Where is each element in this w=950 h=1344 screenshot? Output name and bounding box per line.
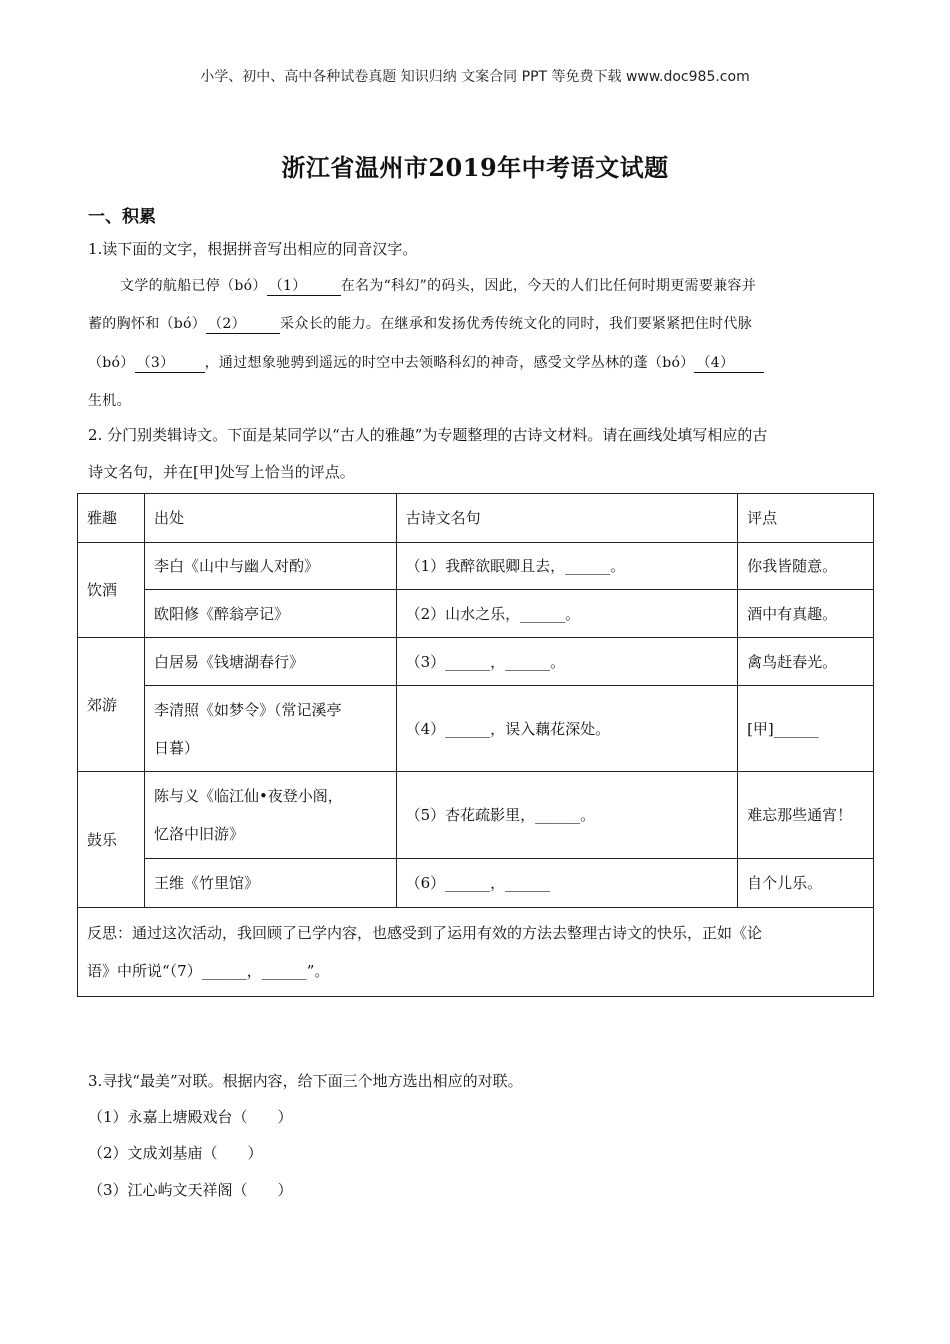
q2-prompt-line-2: 诗文名句，并在[甲]处写上恰当的评点。 bbox=[88, 463, 355, 481]
reflection-row bbox=[78, 908, 874, 997]
table-header-cell: 雅趣 bbox=[78, 494, 145, 543]
source-cell: 欧阳修《醉翁亭记》 bbox=[144, 590, 396, 638]
comment-cell-jia[interactable]: [甲]______ bbox=[738, 686, 874, 772]
table-row bbox=[78, 543, 874, 590]
table-header-cell: 出处 bbox=[144, 494, 396, 543]
q1-line3-text-b: ，通过想象驰骋到遥远的时空中去领略科幻的神奇，感受文学丛林的蓬（bó） bbox=[204, 355, 695, 371]
q3-option-2[interactable]: （2）文成刘基庙（ ） bbox=[88, 1144, 263, 1162]
source-cell: 白居易《钱塘湖春行》 bbox=[144, 638, 396, 686]
source-cell: 王维《竹里馆》 bbox=[144, 859, 396, 908]
page-title: 浙江省温州市2019年中考语文试题 bbox=[281, 153, 669, 182]
source-line: 忆洛中旧游》 bbox=[153, 825, 244, 843]
source-cell bbox=[144, 686, 396, 772]
section-heading-accumulation: 一、积累 bbox=[88, 207, 156, 227]
q1-line1-text-a: 文学的航船已停（bó） bbox=[120, 278, 267, 294]
group-label-music: 鼓乐 bbox=[78, 772, 145, 908]
table-row bbox=[78, 772, 874, 859]
source-line: 日暮） bbox=[153, 738, 199, 757]
q1-line2-text-a: 蓄的胸怀和（bó） bbox=[88, 316, 207, 332]
poetry-table bbox=[77, 493, 874, 997]
q1-line2-text-b: 采众长的能力。在继承和发扬优秀传统文化的同时，我们要紧紧把住时代脉 bbox=[280, 316, 752, 332]
table-row bbox=[78, 590, 874, 638]
table-header-row bbox=[78, 494, 874, 543]
q1-blank-2[interactable]: （2） bbox=[206, 313, 280, 334]
reflection-cell[interactable] bbox=[78, 908, 874, 997]
q1-prompt: 1.读下面的文字，根据拼音写出相应的同音汉字。 bbox=[88, 240, 418, 258]
reflection-line: 反思：通过这次活动，我回顾了已学内容，也感受到了运用有效的方法去整理古诗文的快乐，正如《论 bbox=[87, 924, 763, 942]
quote-cell[interactable]: （2）山水之乐，______。 bbox=[396, 590, 738, 638]
q1-passage-line-1 bbox=[120, 275, 756, 296]
source-line: 陈与义《临江仙•夜登小阁， bbox=[153, 787, 343, 805]
comment-cell: 禽鸟赶春光。 bbox=[738, 638, 874, 686]
quote-cell[interactable]: （4）______，误入藕花深处。 bbox=[396, 686, 738, 772]
comment-cell: 自个儿乐。 bbox=[738, 859, 874, 908]
q1-blank-3[interactable]: （3） bbox=[135, 352, 205, 373]
comment-cell: 酒中有真趣。 bbox=[738, 590, 874, 638]
table-header-cell: 评点 bbox=[738, 494, 874, 543]
q3-prompt: 3.寻找“最美”对联。根据内容，给下面三个地方选出相应的对联。 bbox=[88, 1072, 523, 1090]
q3-option-1[interactable]: （1）永嘉上塘殿戏台（ ） bbox=[88, 1108, 293, 1126]
group-label-drinking: 饮酒 bbox=[78, 543, 145, 638]
quote-cell[interactable]: （3）______，______。 bbox=[396, 638, 738, 686]
source-cell: 李白《山中与幽人对酌》 bbox=[144, 543, 396, 590]
group-label-outing: 郊游 bbox=[78, 638, 145, 772]
table-row bbox=[78, 859, 874, 908]
q1-blank-4[interactable]: （4） bbox=[694, 352, 764, 373]
q1-passage-line-4: 生机。 bbox=[88, 393, 131, 409]
table-row bbox=[78, 686, 874, 772]
table-header-cell: 古诗文名句 bbox=[396, 494, 738, 543]
source-line: 李清照《如梦令》（常记溪亭 bbox=[153, 700, 342, 719]
q3-option-3[interactable]: （3）江心屿文天祥阁（ ） bbox=[88, 1181, 293, 1199]
q1-blank-1[interactable]: （1） bbox=[267, 275, 341, 296]
comment-cell: 你我皆随意。 bbox=[738, 543, 874, 590]
source-cell bbox=[144, 772, 396, 859]
q1-line1-text-b: 在名为“科幻”的码头，因此，今天的人们比任何时期更需要兼容并 bbox=[340, 278, 757, 294]
comment-cell: 难忘那些通宵！ bbox=[738, 772, 874, 859]
table-row bbox=[78, 638, 874, 686]
q2-prompt-line-1: 2. 分门别类辑诗文。下面是某同学以“古人的雅趣”为专题整理的古诗文材料。请在画线处填写相应的古 bbox=[88, 426, 768, 444]
quote-cell[interactable]: （6）______，______ bbox=[396, 859, 738, 908]
reflection-line: 语》中所说“（7）______，______”。 bbox=[87, 962, 330, 980]
q1-passage-line-3 bbox=[88, 352, 764, 373]
q1-line3-text-a: （bó） bbox=[88, 355, 135, 371]
quote-cell[interactable]: （5）杏花疏影里，______。 bbox=[396, 772, 738, 859]
q1-passage-line-2 bbox=[88, 313, 752, 334]
page-header-banner: 小学、初中、高中各种试卷真题 知识归纳 文案合同 PPT 等免费下载 www.doc985.com bbox=[200, 69, 750, 85]
quote-cell[interactable]: （1）我醉欲眠卿且去，______。 bbox=[396, 543, 738, 590]
